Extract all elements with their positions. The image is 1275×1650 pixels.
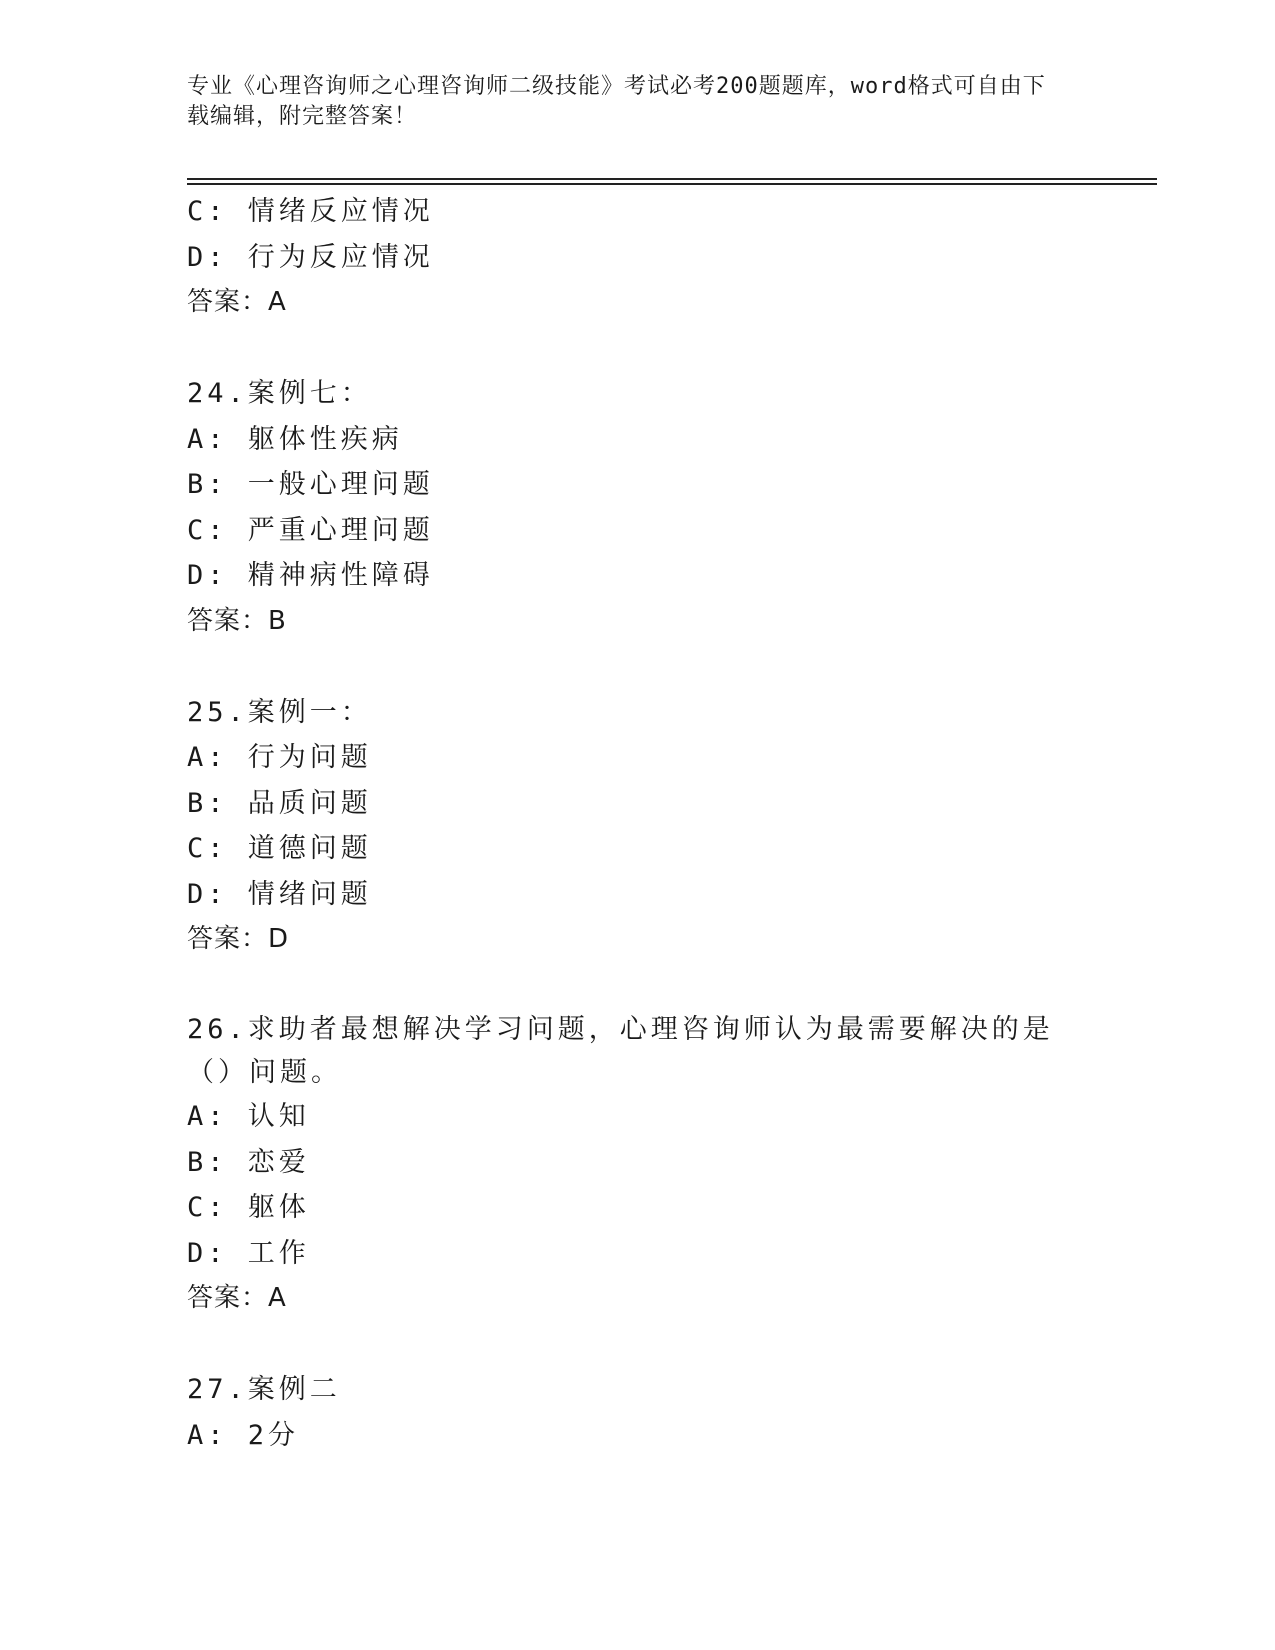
document-header: 专业《心理咨询师之心理咨询师二级技能》考试必考200题题库，word格式可自由下载编辑，附完整答案！	[187, 74, 1046, 129]
option-c: C: 躯体	[187, 1192, 310, 1223]
answer-line: 答案：A	[187, 287, 287, 317]
question-stem: 27.案例二	[187, 1374, 341, 1405]
option-b: B: 恋爱	[187, 1146, 310, 1178]
option-c: C: 严重心理问题	[187, 514, 434, 546]
question-list	[187, 189, 1087, 1458]
header-divider-bottom	[187, 183, 1157, 185]
option-d: D: 行为反应情况	[187, 241, 434, 273]
option-c: C: 道德问题	[187, 833, 372, 864]
option-a: A: 行为问题	[187, 742, 372, 773]
spacer	[187, 326, 1087, 372]
question-stem: 26.求助者最想解决学习问题，心理咨询师认为最需要解决的是（）问题。	[187, 1014, 1054, 1088]
answer-line: 答案：D	[187, 924, 290, 954]
option-c: C: 情绪反应情况	[187, 196, 434, 227]
option-d: D: 精神病性障碍	[187, 560, 434, 591]
option-b: B: 一般心理问题	[187, 469, 434, 500]
option-d: D: 情绪问题	[187, 878, 372, 910]
question-stem: 25.案例一：	[187, 696, 372, 728]
spacer	[187, 644, 1087, 690]
spacer	[187, 963, 1087, 1009]
question-stem: 24.案例七：	[187, 378, 372, 409]
option-a: A: 躯体性疾病	[187, 423, 403, 455]
option-a: A: 2分	[187, 1419, 300, 1451]
answer-line: 答案：B	[187, 605, 287, 636]
header-divider-top	[187, 178, 1157, 180]
option-b: B: 品质问题	[187, 787, 372, 819]
spacer	[187, 1322, 1087, 1368]
answer-line: 答案：A	[187, 1283, 287, 1313]
option-a: A: 认知	[187, 1101, 310, 1132]
option-d: D: 工作	[187, 1237, 310, 1269]
